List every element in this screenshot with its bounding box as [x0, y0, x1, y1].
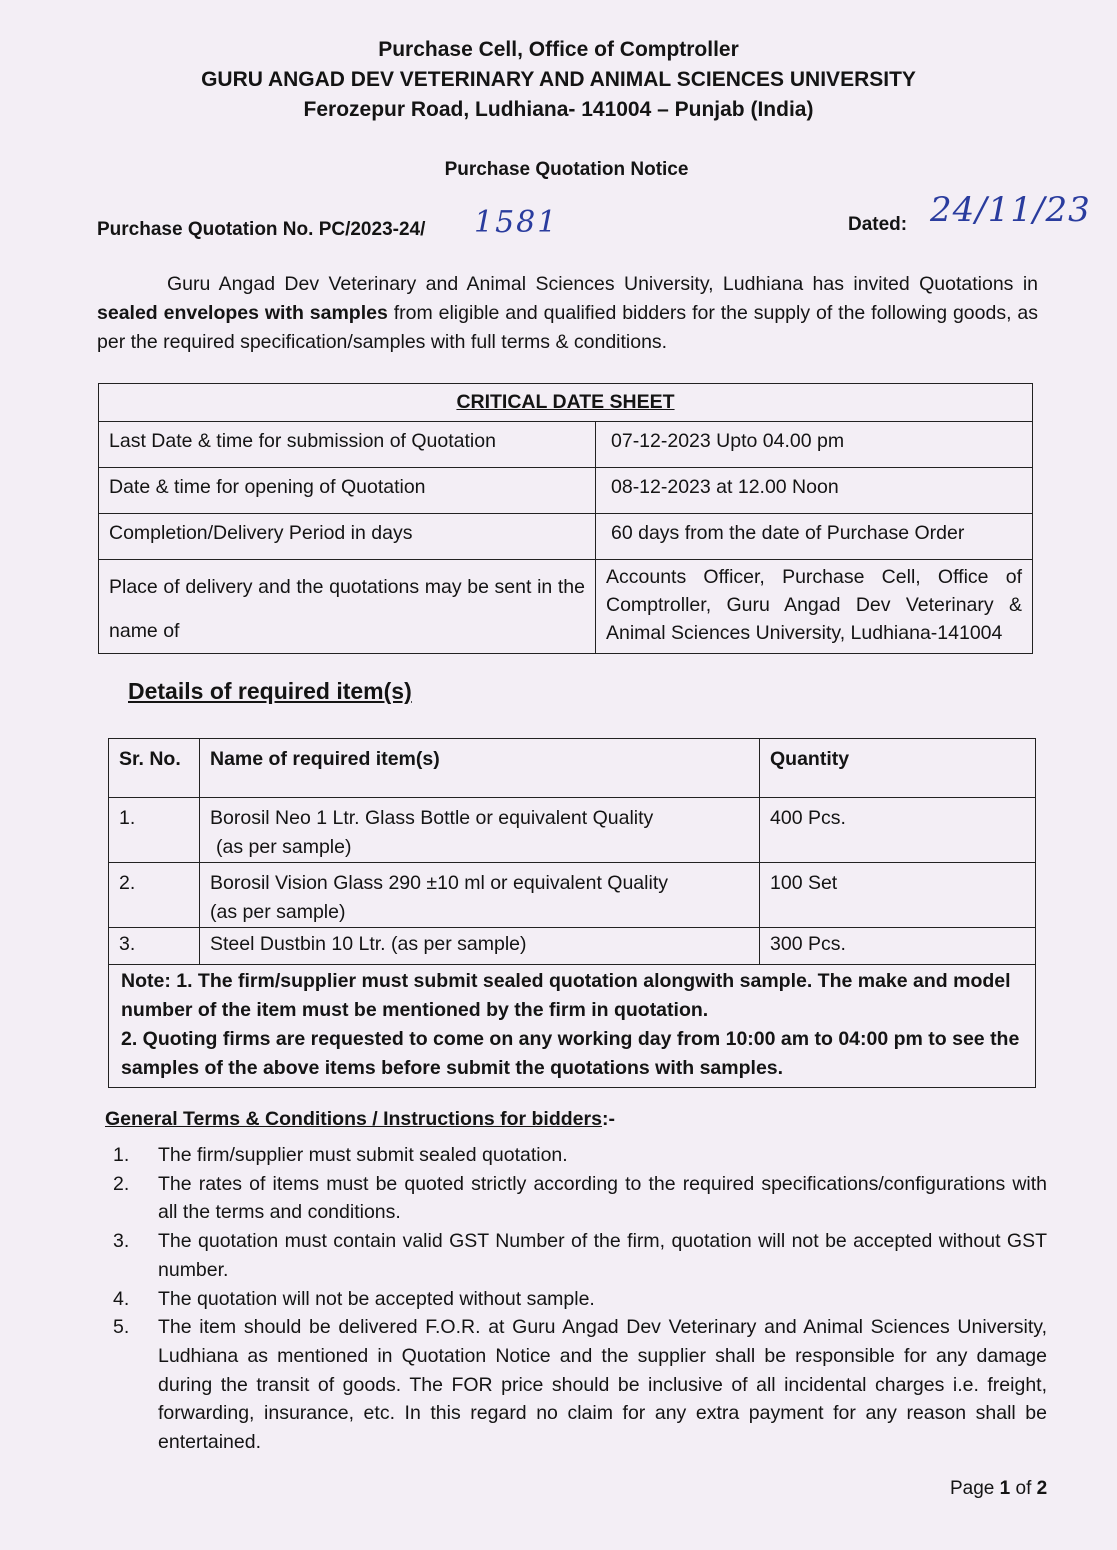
details-heading: Details of required item(s): [128, 678, 412, 704]
table-row: [109, 928, 1036, 965]
header-sr-no: Sr. No.: [109, 739, 200, 798]
quotation-number-label: Purchase Quotation No. PC/2023-24/: [97, 219, 426, 240]
cds-label: Place of delivery and the quotations may be sent in the name of: [99, 560, 596, 654]
header-address: Ferozepur Road, Ludhiana- 141004 – Punjab (India): [303, 98, 814, 121]
item-quantity: 300 Pcs.: [760, 928, 1036, 965]
cds-label: Date & time for opening of Quotation: [99, 468, 596, 514]
item-name: Borosil Vision Glass 290 ±10 ml or equivalent Quality (as per sample): [200, 863, 760, 928]
list-item: 1. The firm/supplier must submit sealed quotation.: [113, 1144, 568, 1166]
items-table: [108, 738, 1036, 1088]
list-item: 3. The quotation must contain valid GST Number of the firm, quotation will not be accepted without GST number.: [113, 1230, 1047, 1281]
note-row: [109, 965, 1036, 1088]
item-quantity: 100 Set: [760, 863, 1036, 928]
cds-label: Completion/Delivery Period in days: [99, 514, 596, 560]
cds-label: Last Date & time for submission of Quotation: [99, 422, 596, 468]
item-name: Borosil Neo 1 Ltr. Glass Bottle or equivalent Quality (as per sample): [200, 798, 760, 863]
cds-value: 60 days from the date of Purchase Order: [596, 514, 1033, 560]
header-item-name: Name of required item(s): [200, 739, 760, 798]
list-item: 4. The quotation will not be accepted without sample.: [113, 1287, 595, 1310]
header-quantity: Quantity: [760, 739, 1036, 798]
page-number: Page 1 of 2: [950, 1478, 1048, 1499]
table-row: [99, 560, 1033, 654]
table-header-row: [109, 739, 1036, 798]
quotation-number-handwritten: 1581: [474, 205, 559, 240]
header-office: Purchase Cell, Office of Comptroller: [378, 38, 739, 61]
item-sr: 2.: [109, 863, 200, 928]
terms-heading: General Terms & Conditions / Instructions for bidders:-: [105, 1108, 615, 1130]
item-sr: 1.: [109, 798, 200, 863]
critical-date-sheet: [98, 383, 1033, 654]
table-row: [109, 798, 1036, 863]
cds-value: Accounts Officer, Purchase Cell, Office of Comptroller, Guru Angad Dev Veterinary & Animal Sciences University, Ludhiana-141004: [596, 560, 1033, 654]
list-item: 2. The rates of items must be quoted strictly according to the required specifications/configurations with all the terms and conditions.: [113, 1172, 1047, 1224]
notice-title: Purchase Quotation Notice: [444, 159, 689, 180]
intro-paragraph: Guru Angad Dev Veterinary and Animal Sciences University, Ludhiana has invited Quotations in sealed envelopes with samples from eligible and qualified bidders for the supply of the following goods, as per the required specification/samples with full terms & conditions.: [97, 273, 1038, 353]
item-sr: 3.: [109, 928, 200, 965]
table-row: [99, 468, 1033, 514]
list-item: 5. The item should be delivered F.O.R. at Guru Angad Dev Veterinary and Animal Sciences University, Ludhiana as mentioned in Quotation Notice and the supplier shall be responsible for any damage during the transit of goods. The FOR price should be inclusive of all incidental charges i.e. freight, forwarding, insurance, etc. In this regard no claim for any extra payment for any reason shall be entertained.: [113, 1316, 1047, 1454]
items-note: Note: 1. The firm/supplier must submit sealed quotation alongwith sample. The make and model number of the item must be mentioned by the firm in quotation. 2. Quoting firms are requested to come on any working day from 10:00 am to 04:00 pm to see the samples of the above items before submit the quotations with samples.: [109, 965, 1036, 1088]
date-handwritten: 24/11/23: [930, 190, 1091, 230]
dated-label: Dated:: [848, 214, 908, 235]
terms-list: [113, 1141, 1047, 1457]
table-row: [99, 422, 1033, 468]
table-row: [99, 514, 1033, 560]
header-university: GURU ANGAD DEV VETERINARY AND ANIMAL SCIENCES UNIVERSITY: [201, 68, 916, 91]
intro-bold: sealed envelopes with samples: [97, 302, 388, 324]
critical-date-sheet-title: CRITICAL DATE SHEET: [99, 384, 1033, 422]
cds-value: 07-12-2023 Upto 04.00 pm: [596, 422, 1033, 468]
table-row: [109, 863, 1036, 928]
item-quantity: 400 Pcs.: [760, 798, 1036, 863]
item-name: Steel Dustbin 10 Ltr. (as per sample): [200, 928, 760, 965]
cds-value: 08-12-2023 at 12.00 Noon: [596, 468, 1033, 514]
